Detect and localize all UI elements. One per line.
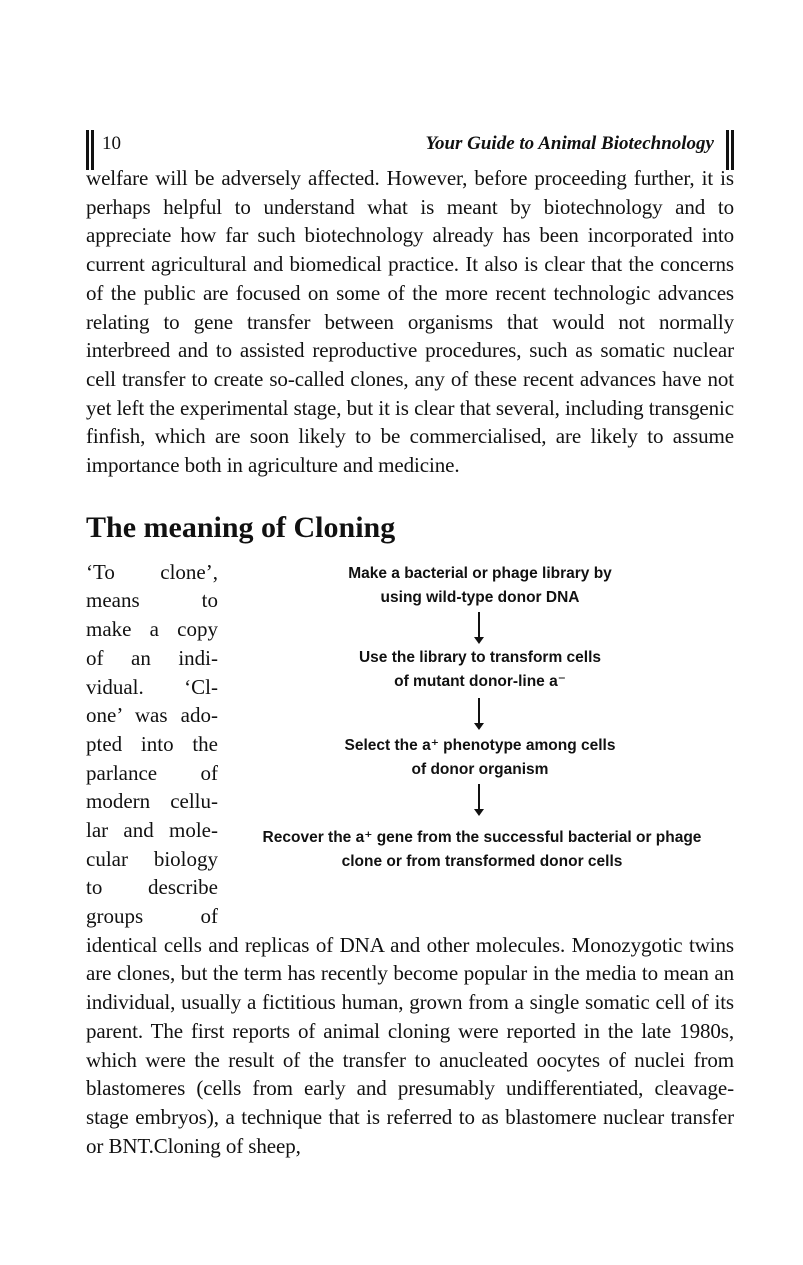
- flow-step-line: of donor organism: [411, 760, 549, 778]
- running-header: [86, 128, 734, 164]
- side-line: of an indi-: [86, 645, 218, 670]
- down-arrow-icon: [478, 698, 480, 728]
- side-line: means to: [86, 588, 218, 613]
- side-text-column: [86, 558, 218, 931]
- cloning-wrap: [86, 558, 734, 929]
- side-line: one’ was ado-: [86, 703, 218, 728]
- side-line: pted into the: [86, 731, 218, 756]
- book-page: [86, 128, 734, 1160]
- side-line: modern cellu-: [86, 789, 218, 814]
- flow-step-line: Use the library to transform cells: [358, 648, 602, 666]
- section-heading: The meaning of Cloning: [86, 510, 396, 544]
- flow-step-1: [226, 562, 734, 610]
- down-arrow-icon: [478, 612, 480, 642]
- flow-step-line: of mutant donor-line a⁻: [394, 672, 566, 690]
- side-line: ‘To clone’,: [86, 559, 218, 584]
- side-line: to describe: [86, 875, 218, 900]
- paragraph-intro: welfare will be adversely affected. However, before proceeding further, it is perhaps helpful to understand what is meant by biotechnology and to appreciate how far such biotechnology already has been incorporated into current agricultural and biomedical practice. It also is clear that the concerns of the public are focused on some of the more recent technologic advances relating to gene transfer between organisms that would not normally interbreed and to assisted reproductive procedures, such as somatic nuclear cell transfer to create so-called clones, any of these recent advances have not yet left the experimental stage, but it is clear that several, including transgenic finfish, which are soon likely to be commercialised, are likely to assume importance both in agriculture and medicine.: [86, 166, 734, 478]
- flow-step-3: [226, 734, 734, 782]
- flow-step-4: [222, 826, 742, 874]
- flow-step-2: [226, 646, 734, 694]
- flow-step-line: clone or from transformed donor cells: [341, 852, 623, 870]
- side-line: cular biology: [86, 846, 218, 871]
- page-number: 10: [102, 133, 121, 154]
- side-line: make a copy: [86, 617, 218, 642]
- side-line: groups of: [86, 904, 218, 929]
- flow-step-line: Recover the a⁺ gene from the successful bacterial or phage: [262, 828, 702, 846]
- flow-step-line: Make a bacterial or phage library by: [348, 564, 612, 582]
- side-line: vidual. ‘Cl-: [86, 674, 218, 699]
- paragraph-cloning: identical cells and replicas of DNA and other molecules. Monozygotic twins are clones, but the term has recently become popular in the media to mean an individual, usually a fictitious human, grown from a single somatic cell of its parent. The first reports of animal cloning were reported in the late 1980s, which were the result of the transfer to anucleated oocytes of nuclei from blastomeres (cells from early and presumably undifferentiated, cleavage-stage embryos), a technique that is referred to as blastomere nuclear transfer or BNT.Cloning of sheep,: [86, 932, 734, 1158]
- side-line: lar and mole-: [86, 818, 218, 843]
- down-arrow-icon: [478, 784, 480, 814]
- running-title: Your Guide to Animal Biotechnology: [425, 133, 714, 154]
- flow-step-line: using wild-type donor DNA: [380, 588, 580, 606]
- flow-step-line: Select the a⁺ phenotype among cells: [344, 736, 616, 754]
- side-line: parlance of: [86, 760, 218, 785]
- header-rule-right: [726, 130, 734, 170]
- header-rule-left: [86, 130, 94, 170]
